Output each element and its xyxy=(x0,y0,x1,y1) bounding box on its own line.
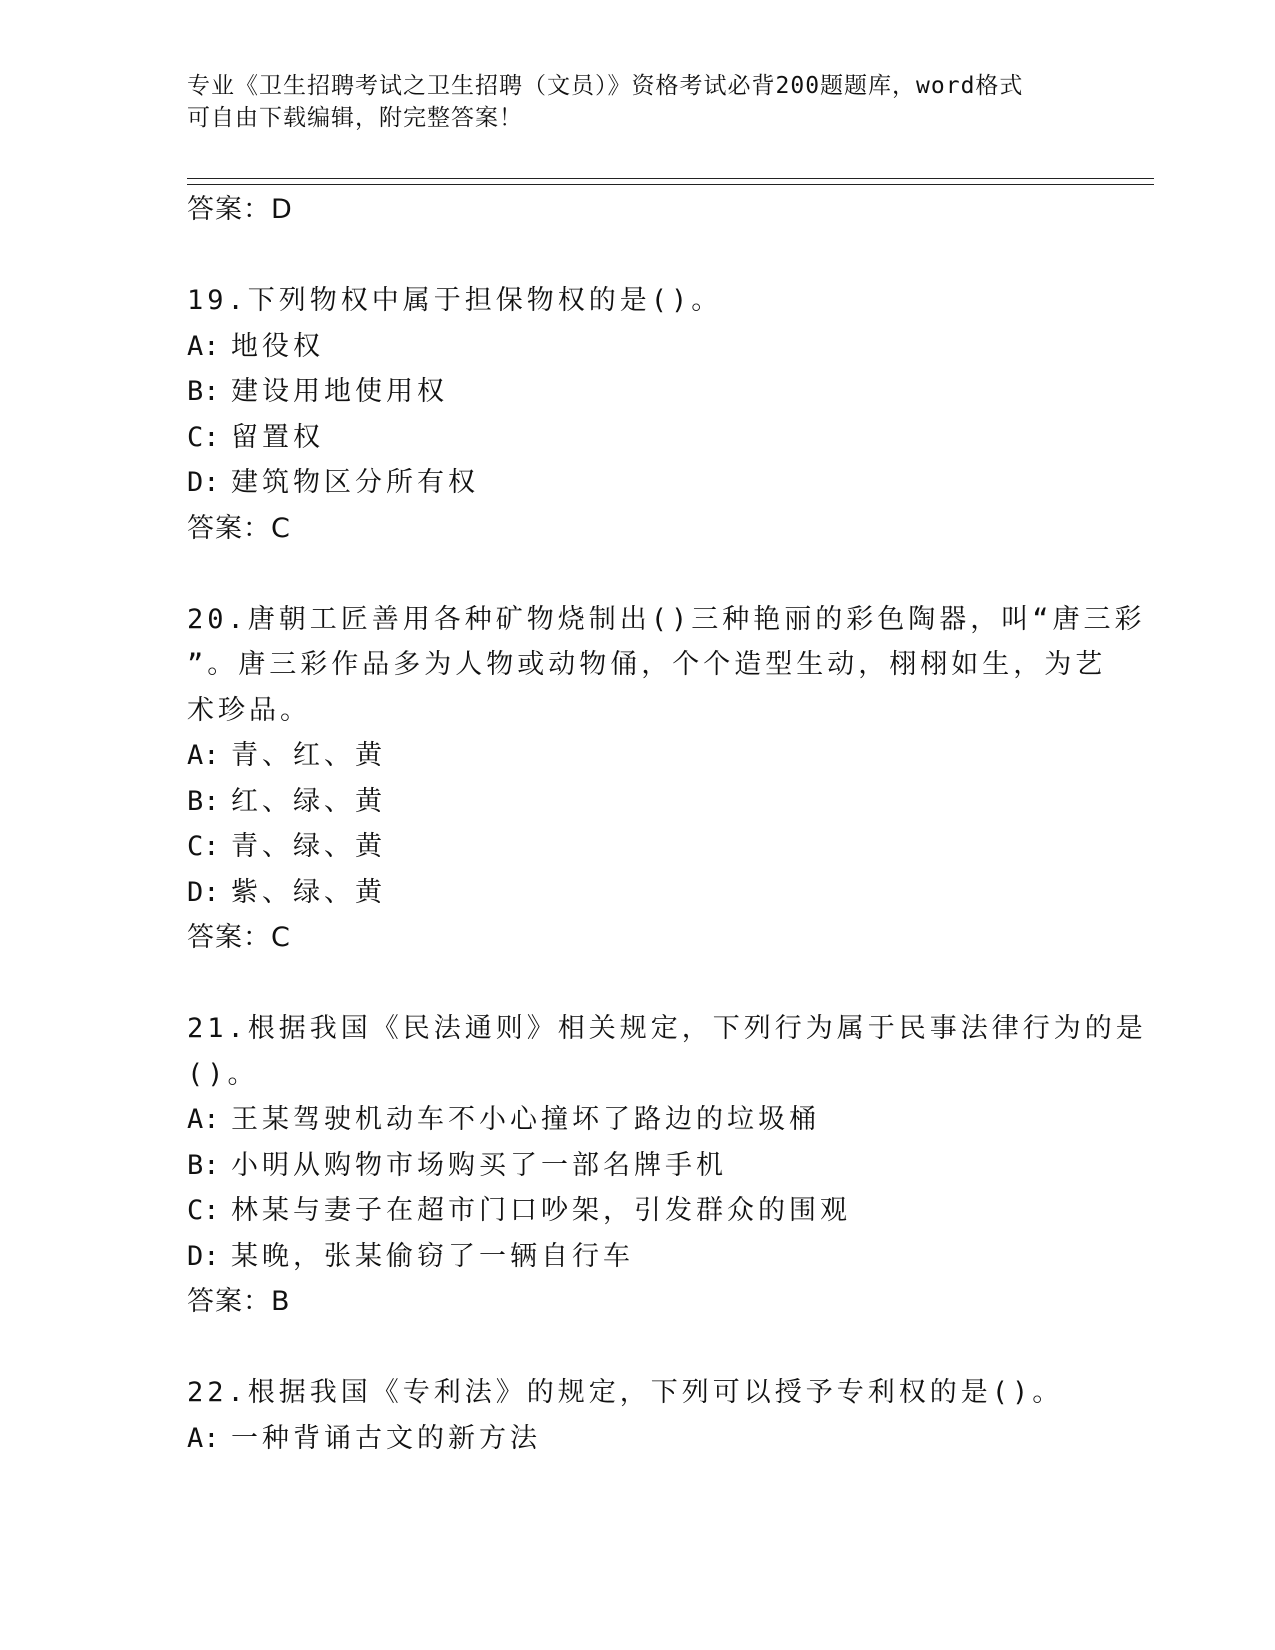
option-letter: A: xyxy=(187,1104,220,1135)
header-line-2: 可自由下载编辑，附完整答案！ xyxy=(187,105,523,131)
option-text: 某晚，张某偷窃了一辆自行车 xyxy=(231,1240,634,1272)
answer-line: 答案：C xyxy=(187,922,291,953)
option-letter: A: xyxy=(187,740,220,771)
question-text-line: 术珍品。 xyxy=(187,694,311,726)
option-letter: A: xyxy=(187,1422,220,1454)
option-text: 青、绿、黄 xyxy=(231,831,386,862)
option-letter: C: xyxy=(187,421,220,453)
option-a xyxy=(187,1416,1087,1462)
option-letter: A: xyxy=(187,330,220,362)
option-letter: D: xyxy=(187,1240,220,1272)
option-text: 留置权 xyxy=(231,421,324,453)
spacer xyxy=(187,961,1087,1007)
option-letter: B: xyxy=(187,785,220,817)
option-letter: B: xyxy=(187,376,220,407)
spacer xyxy=(187,551,1087,597)
option-a xyxy=(187,1097,1087,1143)
question-text-line: ()。 xyxy=(187,1058,259,1090)
option-a xyxy=(187,324,1087,370)
option-text: 紫、绿、黄 xyxy=(231,876,386,908)
option-text: 林某与妻子在超市门口吵架，引发群众的围观 xyxy=(231,1195,851,1226)
question-text-line: 20.唐朝工匠善用各种矿物烧制出()三种艳丽的彩色陶器，叫“唐三彩 xyxy=(187,603,1146,635)
question-list xyxy=(187,187,1147,1461)
spacer xyxy=(187,1325,1087,1371)
header-rule-top xyxy=(187,178,1154,179)
option-letter: C: xyxy=(187,1195,220,1226)
header-rule-bottom xyxy=(187,184,1154,185)
option-d xyxy=(187,870,1087,916)
option-c xyxy=(187,824,1087,870)
option-text: 建筑物区分所有权 xyxy=(231,467,479,498)
option-c xyxy=(187,415,1087,461)
question-block xyxy=(187,597,1146,961)
spacer xyxy=(187,233,1087,279)
option-b xyxy=(187,369,1087,415)
option-text: 一种背诵古文的新方法 xyxy=(231,1422,541,1454)
question-block xyxy=(187,1006,1147,1325)
option-text: 地役权 xyxy=(231,330,324,362)
option-text: 建设用地使用权 xyxy=(231,376,448,407)
option-text: 青、红、黄 xyxy=(231,740,386,771)
question-text: 22.根据我国《专利法》的规定，下列可以授予专利权的是()。 xyxy=(187,1377,1064,1408)
question-text-line: ”。唐三彩作品多为人物或动物俑，个个造型生动，栩栩如生，为艺 xyxy=(187,649,1107,680)
option-d xyxy=(187,460,1087,506)
option-d xyxy=(187,1234,1087,1280)
question-block xyxy=(187,278,1087,551)
question-text-line: 21.根据我国《民法通则》相关规定，下列行为属于民事法律行为的是 xyxy=(187,1013,1147,1044)
question-block xyxy=(187,1370,1087,1461)
option-letter: D: xyxy=(187,876,220,908)
answer-line: 答案：C xyxy=(187,512,291,544)
document-header xyxy=(187,70,1067,134)
option-b xyxy=(187,1143,1087,1189)
option-c xyxy=(187,1188,1087,1234)
option-text: 红、绿、黄 xyxy=(231,785,386,817)
option-letter: D: xyxy=(187,467,220,498)
answer-line: 答案：B xyxy=(187,1286,291,1317)
option-a xyxy=(187,733,1087,779)
option-letter: B: xyxy=(187,1149,220,1181)
header-line-1: 专业《卫生招聘考试之卫生招聘（文员）》资格考试必背200题题库，word格式 xyxy=(187,73,1024,99)
answer-line: 答案：D xyxy=(187,194,293,225)
option-text: 王某驾驶机动车不小心撞坏了路边的垃圾桶 xyxy=(231,1104,820,1135)
option-text: 小明从购物市场购买了一部名牌手机 xyxy=(231,1149,727,1181)
question-text: 19.下列物权中属于担保物权的是()。 xyxy=(187,285,723,316)
option-letter: C: xyxy=(187,831,220,862)
option-b xyxy=(187,779,1087,825)
